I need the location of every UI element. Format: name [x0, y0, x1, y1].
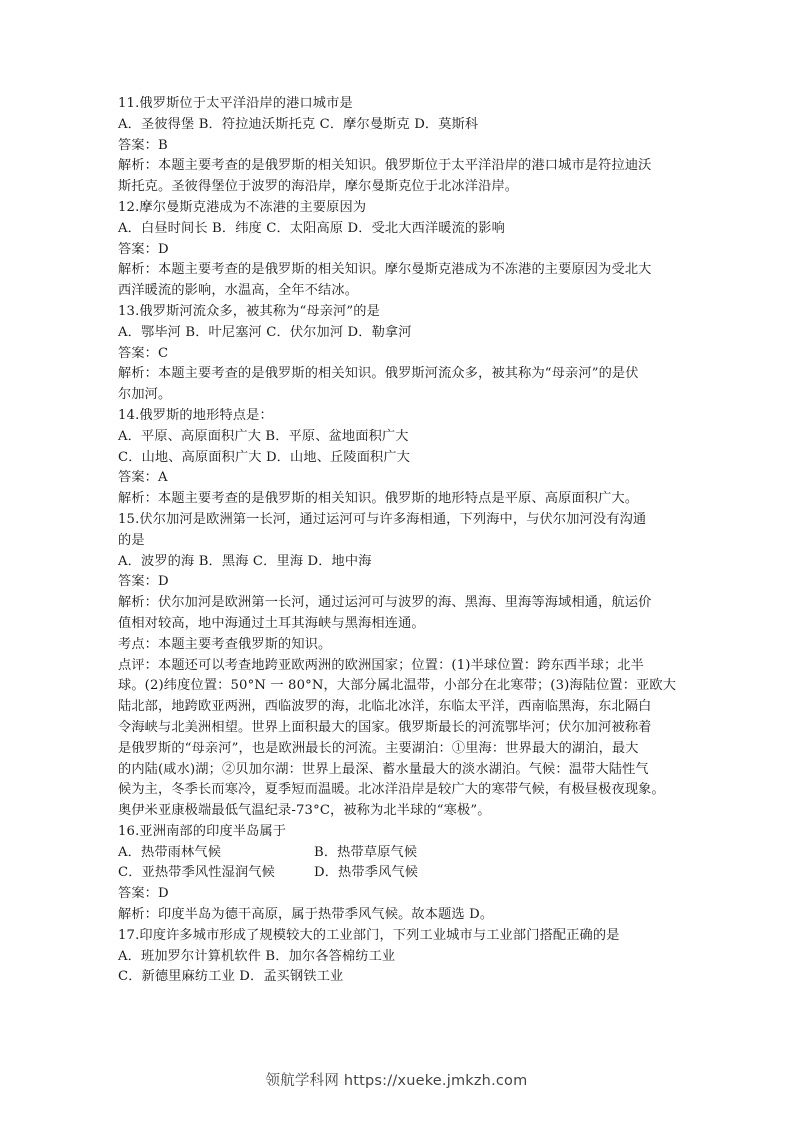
commentary-line: 令海峡与北美洲相望。世界上面积最大的国家。俄罗斯最长的河流鄂毕河；伏尔加河被称着 [118, 719, 652, 735]
question-stem: 16.亚洲南部的印度半岛属于 [118, 823, 287, 839]
analysis-continued: 斯托克。圣彼得堡位于波罗的海沿岸，摩尔曼斯克位于北冰洋沿岸。 [118, 179, 519, 195]
answer: 答案：A [118, 470, 168, 486]
question-options: A．鄂毕河 B．叶尼塞河 C．伏尔加河 D．勒拿河 [118, 324, 412, 340]
analysis: 解析：伏尔加河是欧洲第一长河，通过运河可与波罗的海、黑海、里海等海域相通，航运价 [118, 595, 652, 611]
question-12 [118, 198, 680, 302]
commentary-line: 的内陆(咸水)湖；②贝加尔湖：世界上最深、蓄水量最大的淡水湖泊。气候：温带大陆性气 [118, 761, 649, 777]
option-a: A．热带雨林气候 [118, 844, 222, 860]
option-b: B．热带草原气候 [314, 844, 418, 860]
commentary-line: 候为主，冬季长而寒冷，夏季短而温暖。北冰洋沿岸是较广大的寒带气候，有极昼极夜现象。 [118, 782, 665, 798]
question-16 [118, 822, 680, 926]
question-options-cd [118, 863, 680, 884]
document-page [118, 94, 680, 988]
commentary-line: 点评：本题还可以考查地跨亚欧两洲的欧洲国家；位置：(1)半球位置：跨东西半球；北半 [118, 657, 644, 673]
analysis-continued: 值相对较高，地中海通过土耳其海峡与黑海相连通。 [118, 615, 425, 631]
test-point: 考点：本题主要考查俄罗斯的知识。 [118, 636, 332, 652]
question-stem: 12.摩尔曼斯克港成为不冻港的主要原因为 [118, 199, 367, 215]
answer: 答案：D [118, 886, 169, 902]
question-options: A．波罗的海 B．黑海 C．里海 D．地中海 [118, 553, 372, 569]
question-stem: 14.俄罗斯的地形特点是： [118, 407, 273, 423]
question-options: A．白昼时间长 B．纬度 C．太阳高原 D．受北大西洋暖流的影响 [118, 220, 505, 236]
question-17 [118, 926, 680, 988]
question-options-cd: C．山地、高原面积广大 D．山地、丘陵面积广大 [118, 449, 411, 465]
question-stem-continued: 的是 [118, 532, 145, 548]
question-stem: 13.俄罗斯河流众多，被其称为“母亲河”的是 [118, 303, 380, 319]
commentary-line: 是俄罗斯的“母亲河”，也是欧洲最长的河流。主要湖泊：①里海：世界最大的湖泊，最大 [118, 740, 639, 756]
question-stem: 15.伏尔加河是欧洲第一长河，通过运河可与许多海相通，下列海中，与伏尔加河没有沟通 [118, 511, 647, 527]
commentary-line: 陆北部，地跨欧亚两洲，西临波罗的海，北临北冰洋，东临太平洋，西南临黑海，东北隔白 [118, 699, 652, 715]
answer: 答案：C [118, 345, 169, 361]
question-options-ab: A．平原、高原面积广大 B．平原、盆地面积广大 [118, 428, 409, 444]
commentary-line: 奥伊米亚康极端最低气温纪录-73°C，被称为北半球的“寒极”。 [118, 803, 491, 819]
question-13 [118, 302, 680, 406]
answer: 答案：D [118, 241, 169, 257]
analysis-continued: 西洋暖流的影响，水温高，全年不结冰。 [118, 283, 359, 299]
answer: 答案：B [118, 137, 168, 153]
question-options-cd: C．新德里麻纺工业 D．孟买钢铁工业 [118, 969, 344, 985]
option-d: D．热带季风气候 [314, 865, 419, 881]
question-stem: 17.印度许多城市形成了规模较大的工业部门，下列工业城市与工业部门搭配正确的是 [118, 927, 620, 943]
analysis: 解析：印度半岛为德干高原，属于热带季风气候。故本题选 D。 [118, 907, 494, 923]
answer: 答案：D [118, 574, 169, 590]
commentary [118, 656, 680, 822]
option-c: C．亚热带季风性湿润气候 [118, 865, 275, 881]
watermark-footer: 领航学科网 https://xueke.jmkzh.com [265, 1073, 528, 1089]
question-11 [118, 94, 680, 198]
question-14 [118, 406, 680, 510]
analysis: 解析：本题主要考查的是俄罗斯的相关知识。俄罗斯位于太平洋沿岸的港口城市是符拉迪沃 [118, 158, 652, 174]
analysis: 解析：本题主要考查的是俄罗斯的相关知识。俄罗斯河流众多，被其称为“母亲河”的是伏 [118, 366, 639, 382]
question-options: A．圣彼得堡 B．符拉迪沃斯托克 C．摩尔曼斯克 D．莫斯科 [118, 116, 479, 132]
analysis: 解析：本题主要考查的是俄罗斯的相关知识。俄罗斯的地形特点是平原、高原面积广大。 [118, 491, 639, 507]
question-15 [118, 510, 680, 822]
question-options-ab: A．班加罗尔计算机软件 B．加尔各答棉纺工业 [118, 948, 396, 964]
analysis-continued: 尔加河。 [118, 387, 172, 403]
question-stem: 11.俄罗斯位于太平洋沿岸的港口城市是 [118, 96, 353, 111]
question-options-ab [118, 843, 680, 864]
analysis: 解析：本题主要考查的是俄罗斯的相关知识。摩尔曼斯克港成为不冻港的主要原因为受北大 [118, 262, 652, 278]
commentary-line: 球。(2)纬度位置：50°N 一 80°N，大部分属北温带，小部分在北寒带；(3)海陆位置：亚欧大 [118, 678, 677, 694]
